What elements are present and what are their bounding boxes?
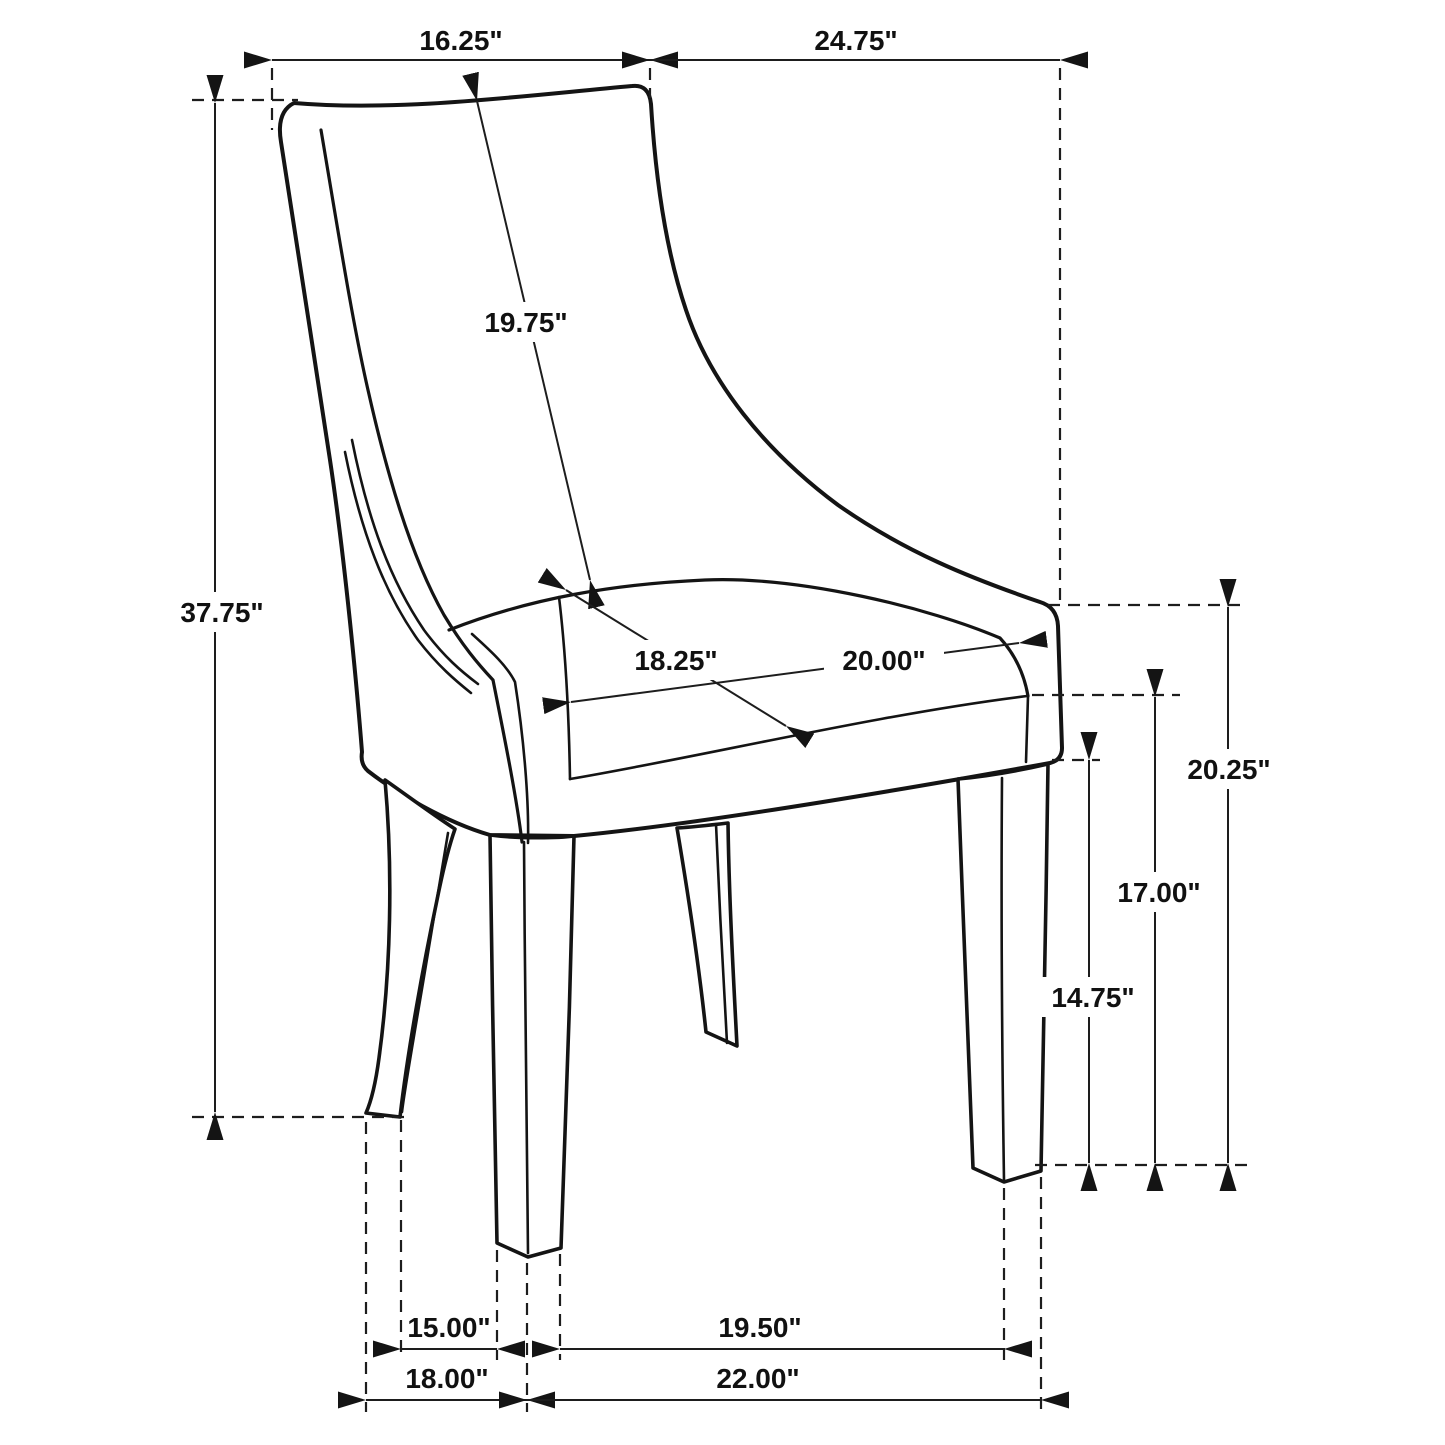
dimension-base-depth (366, 1363, 527, 1400)
chair-body-outline (280, 86, 1062, 836)
dim-label-seat-width: 20.00" (842, 645, 926, 676)
dimension-overall-depth (650, 25, 1060, 60)
dim-label-back-length: 19.75" (484, 307, 568, 338)
dim-label-leg-spacing: 15.00" (407, 1312, 491, 1343)
dim-label-overall-depth: 24.75" (814, 25, 898, 56)
dimension-leg-height (1036, 760, 1150, 1163)
dim-label-arm-height: 20.25" (1187, 754, 1271, 785)
dimension-overall-height (167, 103, 277, 1112)
chair-rear-left-leg (366, 780, 455, 1117)
dim-label-top-width: 16.25" (419, 25, 503, 56)
dim-label-leg-height: 14.75" (1051, 982, 1135, 1013)
dimension-base-width (527, 1363, 1041, 1400)
dimension-top-width (272, 25, 650, 60)
dim-label-front-leg-span: 19.50" (718, 1312, 802, 1343)
dim-label-seat-depth: 18.25" (634, 645, 718, 676)
dimension-leg-spacing (401, 1312, 497, 1349)
dim-label-seat-height: 17.00" (1117, 877, 1201, 908)
chair-rear-right-leg (677, 823, 737, 1046)
dim-label-base-width: 22.00" (716, 1363, 800, 1394)
dim-label-overall-height: 37.75" (180, 597, 264, 628)
dim-label-base-depth: 18.00" (405, 1363, 489, 1394)
dimension-front-leg-span (560, 1312, 1004, 1349)
chair-front-left-leg (490, 835, 574, 1257)
